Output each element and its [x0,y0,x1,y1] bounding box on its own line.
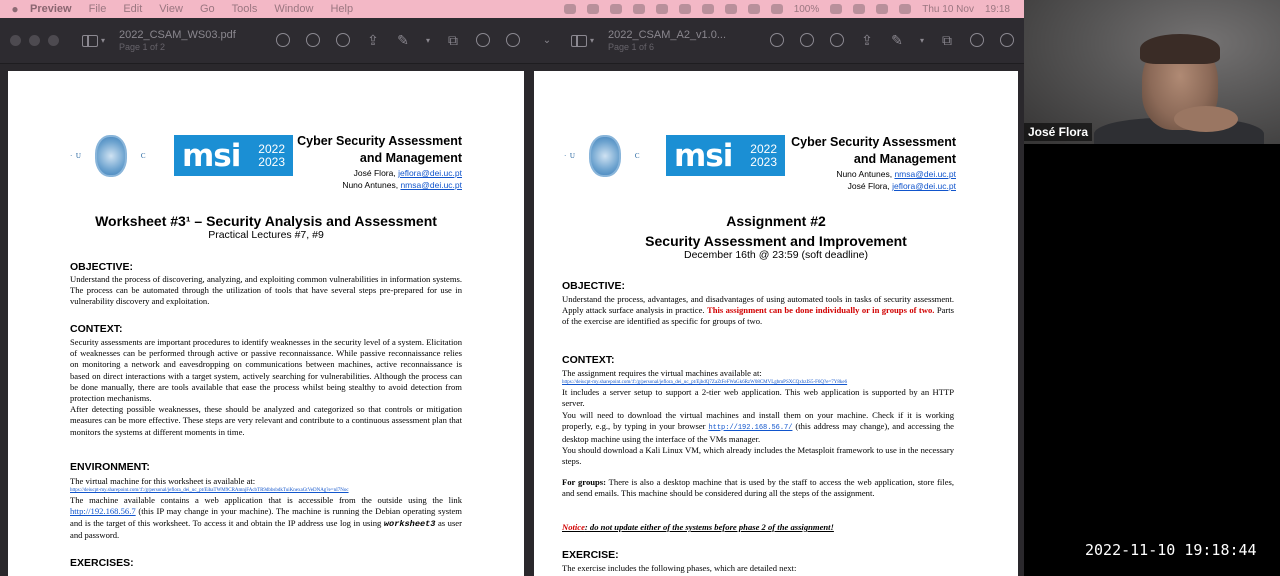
file-name: 2022_CSAM_A2_v1.0... [608,29,727,41]
bluetooth-icon[interactable] [725,4,737,14]
assignment-deadline: December 16th @ 23:59 (soft deadline) [683,249,868,261]
menu-view[interactable]: View [159,3,183,15]
preview-window-worksheet [0,18,530,576]
minimize-button[interactable] [29,35,40,46]
zoom-in-icon [830,33,844,47]
webapp-link[interactable]: http://192.168.56.7/ [708,423,793,432]
person-hair [1140,34,1220,64]
uc-logo: · U C [70,135,146,177]
shield-icon[interactable] [679,4,691,14]
context-heading: CONTEXT: [562,354,615,366]
cloud-icon[interactable] [633,4,645,14]
control-center-icon[interactable] [899,4,911,14]
person-hand [1174,106,1238,132]
assignment-number: Assignment #2 [726,213,826,229]
menu-file[interactable]: File [88,3,107,15]
share-button[interactable] [858,32,876,48]
window-titlebar [530,18,1024,64]
zoom-button[interactable] [48,35,59,46]
assignment-title: Security Assessment and Improvement [645,233,907,249]
menu-window[interactable]: Window [274,3,314,15]
share-button[interactable] [364,32,382,48]
toolbar [274,32,522,48]
context-text: The assignment requires the virtual machines available at: https://deiucpt-my.sharepoint.com/:f:/g/personal/jeflora_dei_uc_pt/EjbdQ7ZaZtFeFWaGk6RzW08CMVLgbmPSXCQxhzIS5-F6Q?e=7Y8ke6 It includes a server setup to support a 2-tier web application. This web application is supported by an HTTP server. You will need to download the virtual machines and install them on your machine. Check if it is working properly, e.g., by typing in your browser http://192.168.56.7/ (this address may change), and accessing the desktop machine using the interface of the VMs manager. You should download a Kali Linux VM, which already includes the Metasploit framework to use in the necessary steps. [562,368,954,467]
battery-percent: 100% [793,3,820,15]
msi-logo: msi 2022 2023 [666,135,785,176]
rotate-icon: ⧉ [942,31,952,48]
status-icon-2[interactable] [587,4,599,14]
info-icon [770,33,784,47]
zoom-in-button[interactable] [828,32,846,48]
vm-download-link[interactable]: https://deiucpt-my.sharepoint.com/:f:/g/personal/jeflora_dei_uc_pt/EibaTWM9CRAmnjFAcbTR9dbbsbdkTuiKnexaGtVeDNAg?e=nI7Noc [70,488,349,494]
chevron-down-icon[interactable]: ▾ [589,36,594,45]
pdf-page [8,71,524,576]
objective-text: Understand the process, advantages, and disadvantages of using automated tools in tasks of security assessment. Apply attack surface analysis in practice. This assignment can be done individually or in groups of two. Parts of the exercise are identified as specific for groups of two. [562,294,955,327]
status-area [564,4,1024,15]
status-icon-7[interactable] [702,4,714,14]
zoom-out-icon [306,33,320,47]
annotate-button[interactable] [968,32,986,48]
worksheet-subtitle: Practical Lectures #7, #9 [208,229,324,241]
markup-button[interactable] [888,32,906,48]
toolbar [768,32,1016,48]
markup-menu-chevron-icon[interactable]: ▾ [425,35,430,45]
search-icon [1000,33,1014,47]
webapp-link[interactable]: http://192.168.56.7 [70,506,136,517]
search-icon [506,33,520,47]
email-link[interactable]: nmsa@dei.uc.pt [894,169,956,179]
uc-seal-icon [589,135,621,177]
pen-icon: ✎ [397,31,409,48]
zoom-in-button[interactable] [334,32,352,48]
volume-icon[interactable] [771,4,783,14]
menu-edit[interactable]: Edit [123,3,143,15]
info-button[interactable] [274,32,292,48]
status-icon-1[interactable] [564,4,576,14]
document-title[interactable] [119,29,236,52]
pdf-page [534,71,1018,576]
objective-heading: OBJECTIVE: [70,261,134,273]
share-icon: ⇪ [861,31,873,48]
groups-text: For groups: There is also a desktop machine that is used by the staff to access the web application, store files, and send emails. This machine should be considered during all the steps of the assignment. [562,477,955,499]
zoom-out-button[interactable] [304,32,322,48]
notice-text: Notice: do not update either of the systems before phase 2 of the assignment! [562,522,834,532]
rotate-icon: ⧉ [448,31,458,48]
info-button[interactable] [768,32,786,48]
wifi-icon[interactable] [853,4,865,14]
zoom-out-icon [800,33,814,47]
page-indicator: Page 1 of 2 [119,42,166,52]
worksheet-title: Worksheet #3¹ – Security Analysis and Assessment [95,213,437,229]
recording-timestamp: 2022-11-10 19:18:44 [1085,541,1257,559]
document-title[interactable] [608,29,726,52]
telegram-icon[interactable] [656,4,668,14]
window-titlebar [0,18,530,64]
rotate-button[interactable] [938,32,956,48]
sidebar-toggle-button[interactable] [570,33,588,49]
environment-heading: ENVIRONMENT: [70,461,150,473]
chevron-left-icon[interactable]: ⌄ [542,35,552,46]
info-icon [276,33,290,47]
exercises-heading: EXERCISES: [70,557,134,569]
share-icon: ⇪ [367,31,379,48]
close-button[interactable] [10,35,21,46]
menu-bar [0,0,1024,18]
zoom-out-button[interactable] [798,32,816,48]
email-link[interactable]: jeflora@dei.uc.pt [892,181,956,191]
webcam-video [1024,0,1280,144]
vm-download-link[interactable]: https://deiucpt-my.sharepoint.com/:f:/g/personal/jeflora_dei_uc_pt/EjbdQ7ZaZtFeFWaGk6RzW08CMVLgbmPSXCQxhzIS5-F6Q?e=7Y8ke6 [562,380,848,386]
uc-seal-icon [95,135,127,177]
status-icon-3[interactable] [610,4,622,14]
battery-icon[interactable] [830,4,842,14]
document-title-block [534,213,1018,261]
preview-window-assignment [530,18,1024,576]
menubar-date[interactable]: Thu 10 Nov [922,3,974,15]
sidebar-icon [82,35,98,47]
page-indicator: Page 1 of 6 [608,42,655,52]
search-button[interactable] [998,32,1016,48]
uc-logo: · U C [564,135,640,177]
sidebar-toggle-button[interactable] [81,33,99,49]
apple-menu-icon[interactable]: ● [11,2,19,16]
course-header: Cyber Security Assessment and Management Nuno Antunes, nmsa@dei.uc.pt José Flora, jeflora@dei.uc.pt [791,135,956,191]
exercise-heading: EXERCISE: [562,549,619,561]
pen-icon: ✎ [891,31,903,48]
file-name: 2022_CSAM_WS03.pdf [119,29,236,41]
sidebar-icon [571,35,587,47]
participant-name: José Flora [1024,123,1092,141]
objective-heading: OBJECTIVE: [562,280,626,292]
environment-text: The virtual machine for this worksheet is available at: https://deiucpt-my.sharepoint.com/:f:/g/personal/jeflora_dei_uc_pt/EibaTWM9CRAmnjFAcbTR9dbbsbdkTuiKnexaGtVeDNAg?e=nI7Noc The machine available contains a web application that is accessible from the outside using the link http://192.168.56.7 (this IP may change in your machine). The machine is running the Debian operating system and is the target of this worksheet. To access it and obtain the IP address use log in using worksheet3 as user and password. [70,476,462,540]
markup-menu-chevron-icon[interactable]: ▾ [919,35,924,45]
context-heading: CONTEXT: [70,323,123,335]
markup-button[interactable] [394,32,412,48]
course-header: Cyber Security Assessment and Management José Flora, jeflora@dei.uc.pt Nuno Antunes, nmsa@dei.uc.pt [297,134,462,190]
chevron-down-icon[interactable]: ▾ [100,36,105,45]
email-link[interactable]: jeflora@dei.uc.pt [398,168,462,178]
menu-app-preview[interactable]: Preview [30,3,72,15]
menu-help[interactable]: Help [330,3,354,15]
context-text: Security assessments are important procedures to identify weaknesses in the security level of a system. Elicitation of weaknesses can be performed through active or passive reconnaissance. While passive reconnaissance relies on monitoring a network and eavesdropping on communications between machines, active reconnaissance is based on direct interactions with a target system, actively searching for vulnerabilities. Although the process can be done manually, there are tools available that ease the process whilst being stealthy to avoid detection from protection mechanisms. After detecting possible weaknesses, these should be analyzed and categorized so that controls or mitigation measures can be more effective. These steps are very relevant and contribute to a continuous assessment plan that monitors the systems at different moments in time. [70,337,462,437]
msi-logo: msi 2022 2023 [174,135,293,176]
annotate-button[interactable] [474,32,492,48]
search-button[interactable] [504,32,522,48]
objective-text: Understand the process of discovering, analyzing, and exploiting common vulnerabilities in information systems. The process can be automated through the utilization of tools that have several steps pre-prepared for use in vulnerability discovery and exploitation. [70,274,462,307]
annotate-icon [476,33,490,47]
email-link[interactable]: nmsa@dei.uc.pt [400,180,462,190]
search-icon[interactable] [876,4,888,14]
menu-go[interactable]: Go [199,3,215,15]
time-machine-icon[interactable] [748,4,760,14]
annotate-icon [970,33,984,47]
menu-tools[interactable]: Tools [231,3,258,15]
zoom-in-icon [336,33,350,47]
exercise-text: The exercise includes the following phases, which are detailed next: [562,563,797,573]
menubar-time[interactable]: 19:18 [984,3,1010,15]
window-controls [10,35,59,46]
rotate-button[interactable] [444,32,462,48]
document-title-block [8,213,524,241]
